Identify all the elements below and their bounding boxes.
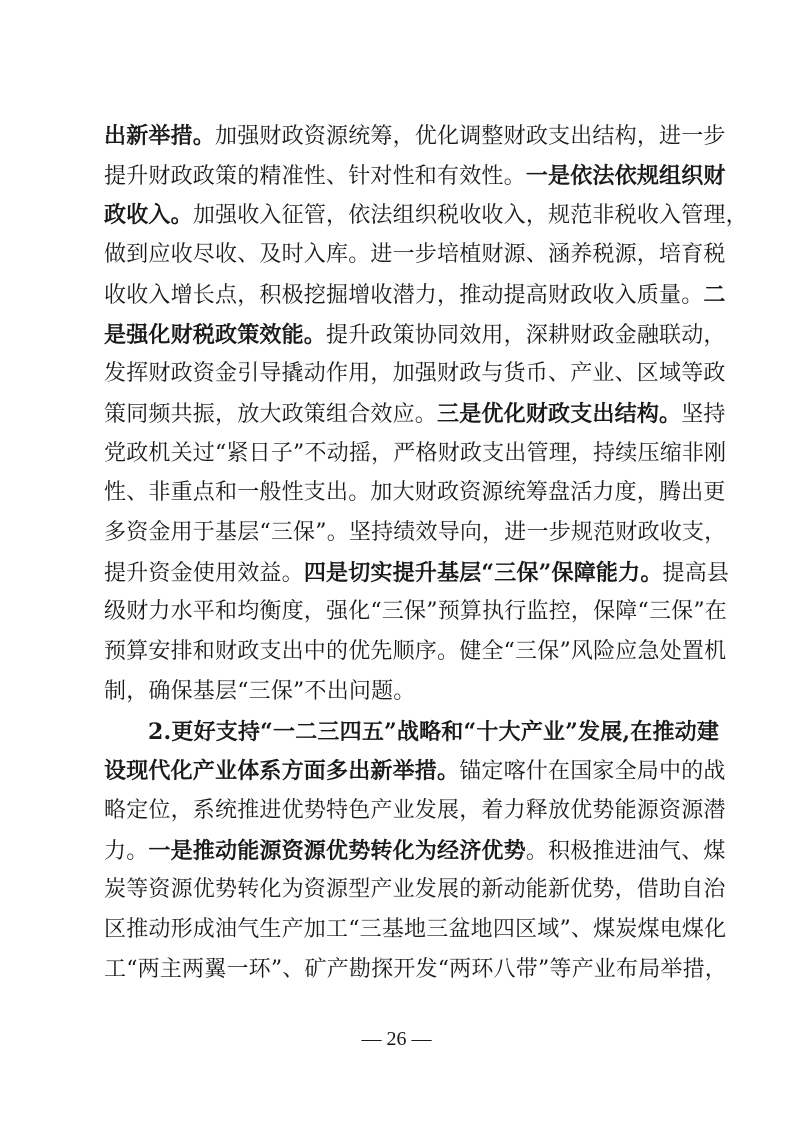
text-line (104, 632, 727, 672)
text-segment: 制，确保基层“三保”不出问题。 (104, 678, 416, 704)
text-segment: 工“两主两翼一环”、矿产勘探开发“两环八带”等产业布局举措， (104, 956, 727, 982)
bold-text-segment: 出新举措。 (104, 123, 216, 149)
text-segment: 党政机关过“紧日子”不动摇，严格财政支出管理，持续压缩非刚 (104, 440, 727, 466)
text-line (104, 791, 726, 831)
text-line (104, 275, 726, 315)
text-segment: 收收入增长点，积极挖掘增收潜力，推动提高财政收入质量。 (104, 282, 704, 308)
text-line (148, 712, 720, 752)
text-line (104, 870, 726, 910)
bold-text-segment: 2.更好支持“一二三四五”战略和“十大产业”发展,在推动建 (148, 718, 720, 745)
text-segment: 坚持 (681, 401, 726, 427)
text-segment: 略定位，系统推进优势特色产业发展，着力释放优势能源资源潜 (104, 797, 726, 823)
page-number: — 26 — (361, 1028, 432, 1050)
text-segment: 提高县 (662, 560, 730, 586)
text-segment: 多资金用于基层“三保”。坚持绩效导向，进一步规范财政收支， (104, 520, 727, 545)
text-segment: 提升政策协同效用，深耕财政金融联动， (326, 322, 726, 348)
text-line (104, 195, 748, 235)
text-segment: 。积极推进油气、煤 (525, 838, 726, 864)
bold-text-segment: 三是优化财政支出结构。 (437, 400, 682, 427)
bold-text-segment: 政收入。 (104, 202, 193, 229)
text-line (104, 116, 726, 156)
text-line (104, 235, 726, 275)
bold-text-segment: 设现代化产业体系方面多出新举措。 (104, 758, 460, 785)
text-segment: 力。 (104, 838, 149, 864)
text-segment: 提升财政政策的精准性、针对性和有效性。 (104, 163, 526, 189)
text-line (104, 434, 727, 474)
text-segment: 策同频共振，放大政策组合效应。 (104, 401, 438, 427)
text-line (104, 354, 726, 394)
text-segment: 锚定喀什在国家全局中的战 (459, 759, 726, 785)
text-segment: 发挥财政资金引导撬动作用，加强财政与货币、产业、区域等政 (104, 361, 726, 387)
text-line (104, 553, 730, 593)
text-line (104, 156, 726, 196)
bold-text-segment: 一是依法依规组织财 (525, 162, 726, 189)
bold-text-segment: 四是切实提升基层“三保”保障能力。 (303, 559, 663, 586)
text-segment: 提升资金使用效益。 (104, 560, 304, 586)
text-segment: 炭等资源优势转化为资源型产业发展的新动能新优势，借助自治 (104, 877, 726, 903)
bold-text-segment: 是强化财税政策效能。 (104, 321, 327, 348)
text-segment: 加强财政资源统筹，优化调整财政支出结构，进一步 (215, 124, 726, 149)
text-segment: 加强收入征管，依法组织税收收入，规范非税收入管理， (192, 203, 748, 229)
text-line (104, 831, 726, 871)
text-line (104, 315, 726, 355)
text-line (104, 950, 727, 990)
text-segment: 级财力水平和均衡度，强化“三保”预算执行监控，保障“三保”在 (104, 599, 727, 625)
text-line (104, 592, 727, 632)
text-segment: 性、非重点和一般性支出。加大财政资源统筹盘活力度，腾出更 (104, 480, 726, 506)
text-segment: 预算安排和财政支出中的优先顺序。健全“三保”风险应急处置机 (104, 639, 727, 665)
bold-text-segment: 二 (703, 281, 726, 308)
text-segment: 区推动形成油气生产加工“三基地三盆地四区域”、煤炭煤电煤化 (104, 917, 727, 942)
text-line (104, 672, 690, 712)
text-line (104, 473, 726, 513)
text-line (104, 751, 726, 791)
text-line (104, 513, 727, 553)
text-line (104, 910, 727, 950)
bold-text-segment: 一是推动能源资源优势转化为经济优势 (148, 837, 526, 864)
text-line (104, 394, 726, 434)
text-segment: 做到应收尽收、及时入库。进一步培植财源、涵养税源，培育税 (104, 242, 726, 268)
